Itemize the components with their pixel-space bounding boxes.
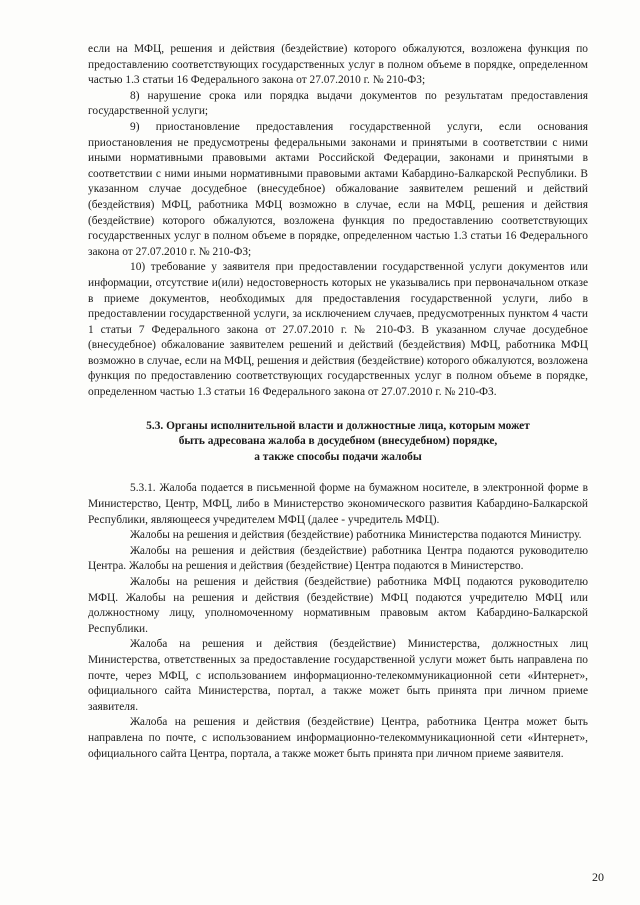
section-heading-line-3: а также способы подачи жалобы [254, 450, 422, 463]
paragraph-mfc-function: если на МФЦ, решения и действия (бездействие) которого обжалуются, возложена функция по предоставлению соответствующих государственных услуг в полном объеме в порядке, определенном частью 1.3 статьи 16 Федерального закона от 27.07.2010 г. № 210-ФЗ; [88, 43, 588, 87]
section-heading-5-3 [88, 419, 588, 466]
paragraph-complaint-center-channels: Жалоба на решения и действия (бездействие) Центра, работника Центра может быть направлена по почте, с использованием информационно-телекоммуникационной сети «Интернет», официального сайта Центра, портала, а также может быть принята при личном приеме заявителя. [88, 716, 588, 760]
section-heading-line-1: 5.3. Органы исполнительной власти и должностные лица, которым может [146, 419, 530, 432]
document-body [88, 42, 588, 762]
paragraph-complaint-ministry-channels: Жалоба на решения и действия (бездействие) Министерства, должностных лиц Министерства, ответственных за предоставление государственной услуги может быть направлена по почте, через МФЦ, с использованием информационно-телекоммуникационной сети «Интернет», официального сайта Министерства, портал, а также может быть принята при личном приеме заявителя. [88, 638, 588, 713]
section-heading-line-2: быть адресована жалоба в досудебном (внесудебном) порядке, [178, 435, 498, 448]
paragraph-complaints-mfc: Жалобы на решения и действия (бездействие) работника МФЦ подаются руководителю МФЦ. Жалобы на решения и действия (бездействие) МФЦ подаются учредителю МФЦ или должностному лицу, уполномоченному нормативным правовым актом Кабардино-Балкарской Республики. [88, 576, 588, 635]
paragraph-item-9: 9) приостановление предоставления государственной услуги, если основания приостановления не предусмотрены федеральными законами и принятыми в соответствии с ними иными нормативными правовыми актами Российской Федерации, законами и принятыми в соответствии с ними иными нормативными правовыми актами Кабардино-Балкарской Республики. В указанном случае досудебное (внесудебное) обжалование заявителем решений и действий (бездействия) МФЦ, работника МФЦ возможно в случае, если на МФЦ, решения и действия (бездействие) которого обжалуются, возложена функция по предоставлению соответствующих государственных услуг в полном объеме в порядке, определенном частью 1.3 статьи 16 Федерального закона от 27.07.2010 г. № 210-ФЗ; [88, 120, 588, 258]
paragraph-complaints-ministry-employee: Жалобы на решения и действия (бездействие) работника Министерства подаются Министру. [130, 529, 582, 542]
paragraph-item-10: 10) требование у заявителя при предоставлении государственной услуги документов или информации, отсутствие и(или) недостоверность которых не указывались при первоначальном отказе в приеме документов, необходимых для предоставления государственной услуги, либо в предоставлении государственной услуги, за исключением случаев, предусмотренных пунктом 4 части 1 статьи 7 Федерального закона от 27.07.2010 г. № 210-ФЗ. В указанном случае досудебное (внесудебное) обжалование заявителем решений и действий (бездействия) МФЦ, работника МФЦ возможно в случае, если на МФЦ, решения и действия (бездействие) которого обжалуются, возложена функция по предоставлению соответствующих государственных услуг в полном объеме в порядке, определенном частью 1.3 статьи 16 Федерального закона от 27.07.2010 г. № 210-ФЗ. [88, 261, 588, 399]
page-number: 20 [592, 870, 604, 884]
paragraph-5-3-1: 5.3.1. Жалоба подается в письменной форме на бумажном носителе, в электронной форме в Министерство, Центр, МФЦ, либо в Министерство экономического развития Кабардино-Балкарской Республики, являющееся учредителем МФЦ (далее - учредитель МФЦ). [88, 482, 588, 526]
paragraph-item-8: 8) нарушение срока или порядка выдачи документов по результатам предоставления государственной услуги; [88, 89, 588, 118]
paragraph-complaints-center: Жалобы на решения и действия (бездействие) работника Центра подаются руководителю Центра. Жалобы на решения и действия (бездействие) Центра подаются в Министерство. [88, 544, 588, 573]
